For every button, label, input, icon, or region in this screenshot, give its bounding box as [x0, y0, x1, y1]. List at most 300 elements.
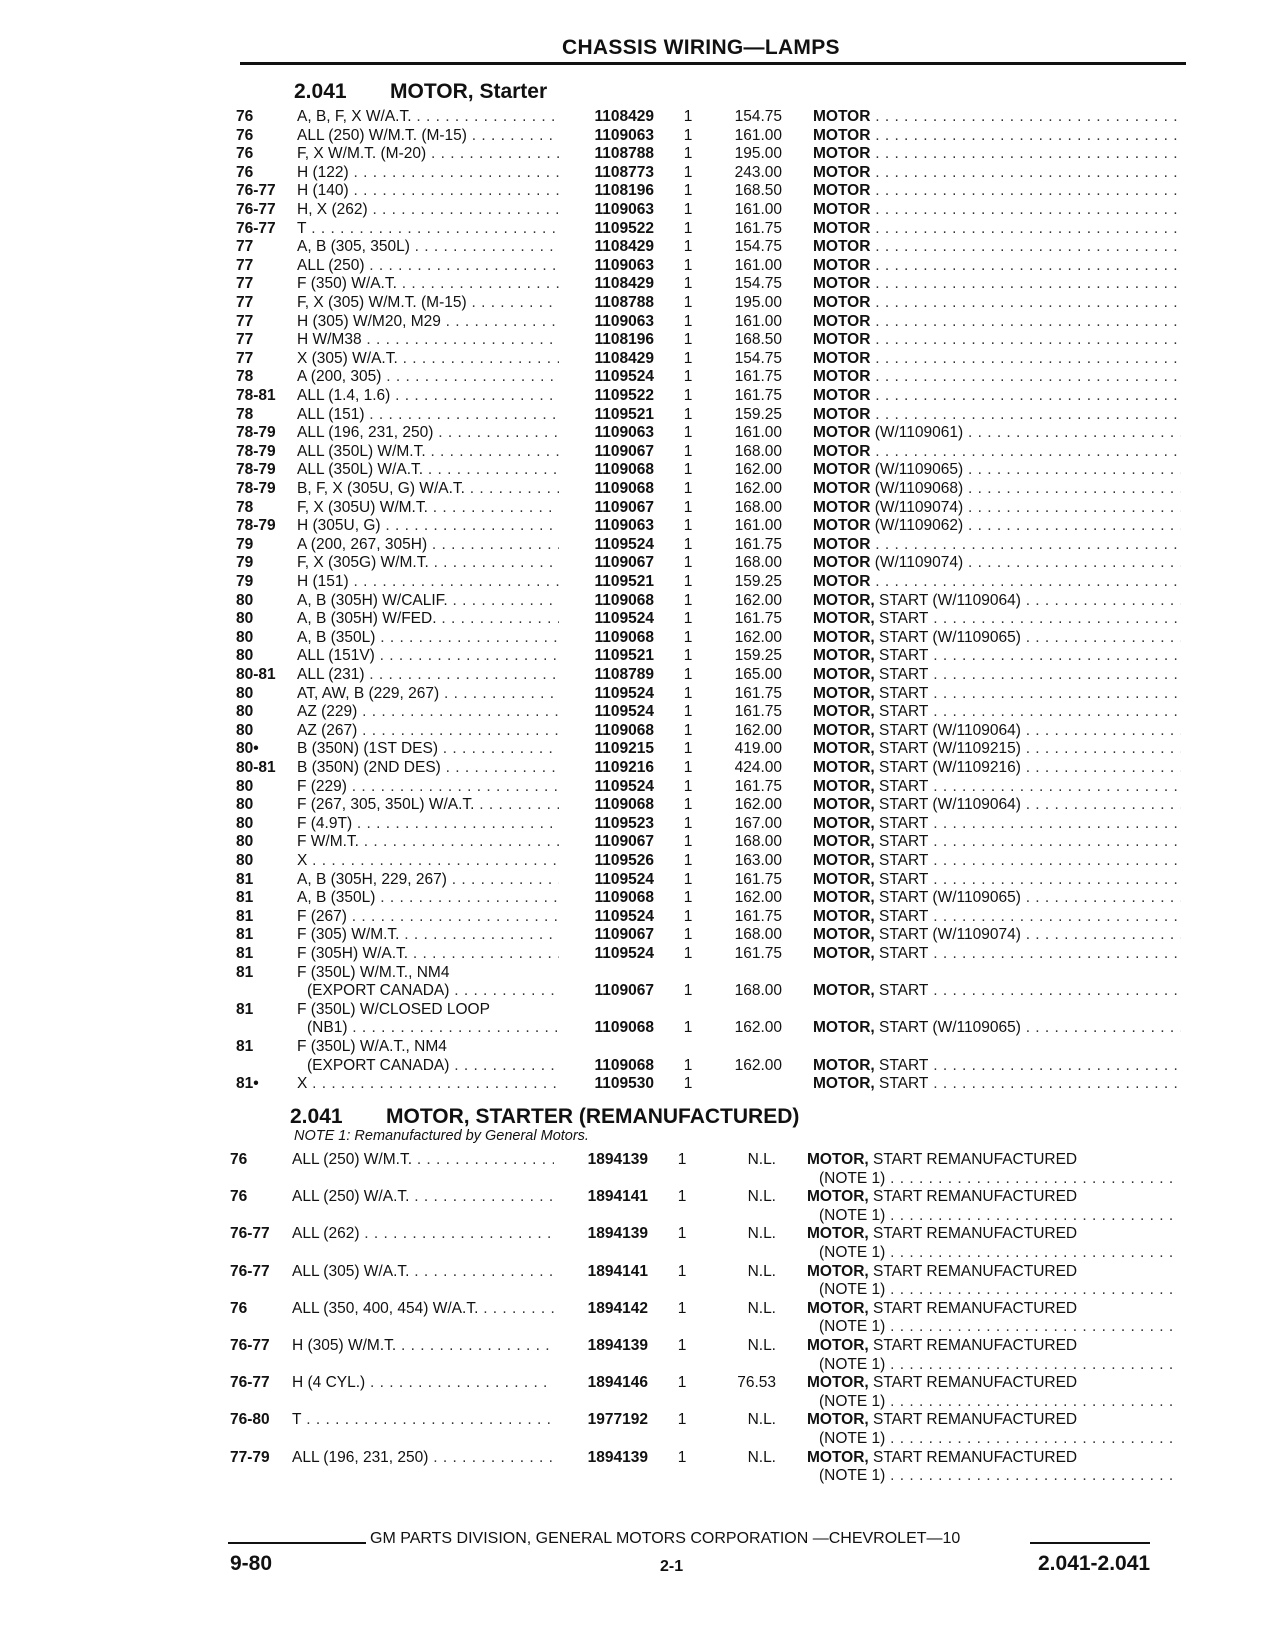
description-detail: START (W/1109065): [874, 628, 1021, 646]
part-number: 1108788: [594, 294, 654, 311]
description: [813, 1056, 1181, 1075]
description: [813, 944, 1181, 963]
description-detail: START REMANUFACTURED: [868, 1448, 1078, 1466]
parts-row: [0, 888, 1280, 907]
part-number: 1108196: [594, 182, 654, 200]
description-detail: START (W/1109065): [874, 889, 1021, 907]
model-year: 78: [236, 368, 254, 386]
quantity: 1: [677, 1151, 687, 1168]
application: ALL (196, 231, 250) . . .: [292, 1448, 554, 1467]
price: 76.53: [737, 1374, 776, 1392]
description-detail: START (W/1109074): [874, 926, 1021, 944]
price: 161.75: [734, 387, 782, 404]
application: ALL (350L) W/A.T. . . .: [297, 460, 559, 479]
quantity: 1: [677, 1262, 687, 1280]
description-keyword: MOTOR: [813, 517, 871, 535]
description: [813, 219, 1181, 238]
description-note: (NOTE 1) . . .: [819, 1392, 1175, 1411]
description: [813, 646, 1181, 665]
quantity: 1: [683, 907, 693, 925]
model-year: 76-77: [230, 1262, 270, 1280]
application: F (305H) W/A.T. . . .: [297, 944, 559, 963]
parts-row: [0, 572, 1280, 591]
description: [813, 107, 1181, 126]
parts-row: [0, 963, 1280, 1000]
model-year: 80•: [236, 740, 259, 758]
quantity: 1: [683, 777, 693, 795]
description: [813, 591, 1181, 610]
description-keyword: MOTOR: [813, 424, 871, 442]
part-number: 1109068: [594, 628, 654, 646]
price: 162.00: [734, 1019, 782, 1037]
parts-row: [0, 1448, 1280, 1485]
application: H (305U, G) . . .: [297, 516, 559, 535]
description: [813, 832, 1181, 851]
description: [807, 1150, 1175, 1169]
model-year: 76-77: [236, 182, 276, 200]
application: H (305) W/M20, M29 . . .: [297, 312, 559, 331]
model-year: 80: [236, 610, 254, 628]
description-detail: START REMANUFACTURED: [868, 1374, 1078, 1392]
section-number: 2.041: [294, 80, 347, 103]
model-year: 77: [236, 294, 254, 311]
parts-row: [0, 1410, 1280, 1447]
price: 154.75: [734, 108, 782, 125]
application: A (200, 305) . . .: [297, 367, 559, 386]
description: [813, 1074, 1181, 1093]
parts-row: [0, 498, 1280, 517]
description-keyword: MOTOR,: [813, 684, 875, 702]
model-year: 80: [236, 814, 254, 832]
part-number: 1109067: [594, 554, 654, 572]
quantity: 1: [683, 498, 693, 516]
application: F (4.9T) . . .: [297, 814, 559, 833]
price: 162.00: [734, 889, 782, 907]
application: X (305) W/A.T. . . .: [297, 349, 559, 368]
application: ALL (305) W/A.T. . . .: [292, 1262, 554, 1281]
quantity: 1: [683, 684, 693, 702]
description-keyword: MOTOR: [813, 182, 871, 200]
part-number: 1109521: [594, 405, 654, 423]
part-number: 1109067: [594, 833, 654, 851]
application: AZ (267) . . .: [297, 721, 559, 740]
description-keyword: MOTOR: [813, 368, 871, 386]
model-year: 78-79: [236, 517, 276, 535]
model-year: 78-79: [236, 424, 276, 442]
part-number: 1109521: [594, 647, 654, 665]
model-year: 78-79: [236, 442, 276, 460]
application: T . . .: [297, 219, 559, 238]
application: ALL (250) . . .: [297, 256, 559, 275]
description-keyword: MOTOR: [813, 461, 871, 479]
description-detail: START (W/1109064): [874, 591, 1021, 609]
part-number: 1109216: [594, 759, 654, 776]
price: N.L.: [747, 1151, 776, 1168]
description-detail: START REMANUFACTURED: [868, 1262, 1078, 1280]
description: [813, 126, 1181, 145]
model-year: 78-79: [236, 461, 276, 479]
description-detail: START: [874, 945, 929, 962]
description-keyword: MOTOR,: [807, 1188, 869, 1206]
description-keyword: MOTOR: [813, 256, 871, 274]
parts-row: [0, 832, 1280, 851]
price: 161.75: [734, 777, 782, 795]
application: A, B (305H, 229, 267) . . .: [297, 870, 559, 889]
header-rule: [240, 62, 1186, 65]
description-detail: START: [874, 870, 929, 888]
part-number: 1108788: [594, 145, 654, 163]
model-year: 77: [236, 238, 254, 256]
quantity: 1: [677, 1374, 687, 1392]
part-number: 1108773: [594, 163, 654, 181]
part-number: 1108429: [594, 275, 654, 293]
model-year: 77: [236, 349, 254, 367]
part-number: 1109530: [594, 1075, 654, 1093]
parts-row: [0, 1336, 1280, 1373]
parts-row: [0, 442, 1280, 461]
description-keyword: MOTOR,: [813, 1019, 875, 1037]
application: F (350L) W/CLOSED LOOP: [297, 1000, 490, 1018]
application-continued: (EXPORT CANADA) . . .: [307, 1056, 559, 1075]
description: [813, 163, 1181, 182]
model-year: 76-77: [230, 1337, 270, 1354]
model-year: 80: [236, 796, 254, 814]
application: X . . .: [297, 1074, 559, 1093]
parts-row: [0, 312, 1280, 331]
price: 161.00: [734, 201, 782, 218]
description-detail: START (W/1109064): [874, 796, 1021, 814]
description-detail: START: [874, 666, 929, 683]
description: [813, 870, 1181, 889]
part-number: 1108789: [594, 666, 654, 683]
application: F, X W/M.T. (M-20) . . .: [297, 144, 559, 163]
model-year: 78: [236, 405, 254, 423]
description: [807, 1448, 1175, 1467]
description-note: (NOTE 1) . . .: [819, 1280, 1175, 1299]
part-number: 1109524: [594, 945, 654, 962]
description: [813, 330, 1181, 349]
part-number: 1894139: [587, 1448, 648, 1466]
description-detail: START: [874, 1056, 929, 1074]
quantity: 1: [683, 480, 693, 497]
description-keyword: MOTOR: [813, 573, 871, 590]
quantity: 1: [683, 833, 693, 851]
parts-row: [0, 907, 1280, 926]
application: ALL (350, 400, 454) W/A.T. . . .: [292, 1299, 554, 1318]
quantity: 1: [683, 219, 693, 237]
footer-publisher: GM PARTS DIVISION, GENERAL MOTORS CORPORATION —CHEVROLET—10: [370, 1530, 961, 1547]
description: [813, 628, 1181, 647]
part-number: 1109524: [594, 777, 654, 795]
quantity: 1: [677, 1299, 687, 1317]
parts-row: [0, 702, 1280, 721]
description-detail: START: [874, 1075, 929, 1093]
application: H, X (262) . . .: [297, 200, 559, 219]
description: [813, 814, 1181, 833]
description-detail: START: [874, 703, 929, 721]
description: [813, 721, 1181, 740]
footer-date: 9-80: [230, 1552, 273, 1575]
quantity: 1: [683, 312, 693, 330]
description-note: (NOTE 1) . . .: [819, 1355, 1175, 1374]
part-number: 1109524: [594, 907, 654, 925]
price: 168.00: [734, 982, 782, 1000]
application: ALL (350L) W/M.T. . . .: [297, 442, 559, 461]
parts-row: [0, 237, 1280, 256]
price: 165.00: [734, 666, 782, 683]
parts-row: [0, 405, 1280, 424]
part-number: 1108196: [594, 331, 654, 349]
part-number: 1109526: [594, 852, 654, 869]
model-year: 76: [230, 1188, 248, 1206]
part-number: 1109068: [594, 1019, 654, 1037]
price: 424.00: [734, 759, 782, 776]
part-number: 1109524: [594, 535, 654, 553]
part-number: 1108429: [594, 108, 654, 125]
part-number: 1109522: [594, 387, 654, 404]
description-keyword: MOTOR,: [813, 666, 875, 683]
parts-row: [0, 460, 1280, 479]
section-note: NOTE 1: Remanufactured by General Motors.: [294, 1128, 589, 1144]
application: ALL (250) W/A.T. . . .: [292, 1187, 554, 1206]
model-year: 76-80: [230, 1411, 270, 1429]
description-keyword: MOTOR: [813, 126, 871, 144]
price: N.L.: [747, 1225, 776, 1243]
description-keyword: MOTOR,: [813, 982, 875, 1000]
description: [807, 1224, 1175, 1243]
quantity: 1: [683, 238, 693, 256]
description: [807, 1410, 1175, 1429]
part-number: 1109063: [594, 126, 654, 144]
application: H (151) . . .: [297, 572, 559, 591]
quantity: 1: [683, 796, 693, 814]
description-keyword: MOTOR: [813, 535, 871, 553]
description: [813, 684, 1181, 703]
quantity: 1: [683, 442, 693, 460]
description-detail: START REMANUFACTURED: [868, 1411, 1078, 1429]
part-number: 1109215: [594, 740, 654, 758]
description-keyword: MOTOR,: [813, 907, 875, 925]
quantity: 1: [683, 1056, 693, 1074]
part-number: 1109068: [594, 889, 654, 907]
description-keyword: MOTOR: [813, 442, 871, 460]
quantity: 1: [683, 145, 693, 163]
description: [813, 423, 1181, 442]
quantity: 1: [677, 1188, 687, 1206]
description: [813, 925, 1181, 944]
quantity: 1: [683, 294, 693, 311]
description-detail: START: [874, 833, 929, 851]
description-detail: START REMANUFACTURED: [868, 1337, 1078, 1354]
parts-row: [0, 386, 1280, 405]
description: [813, 312, 1181, 331]
price: 161.75: [734, 703, 782, 721]
price: 162.00: [734, 1056, 782, 1074]
price: 159.25: [734, 647, 782, 665]
parts-row: [0, 1262, 1280, 1299]
price: 195.00: [734, 294, 782, 311]
quantity: 1: [683, 1019, 693, 1037]
model-year: 77: [236, 275, 254, 293]
quantity: 1: [683, 554, 693, 572]
application: ALL (151) . . .: [297, 405, 559, 424]
quantity: 1: [683, 591, 693, 609]
model-year: 80: [236, 703, 254, 721]
part-number: 1109063: [594, 424, 654, 442]
model-year: 76: [236, 108, 254, 125]
application: H (140) . . .: [297, 181, 559, 200]
parts-row: [0, 126, 1280, 145]
price: 161.75: [734, 610, 782, 628]
price: 163.00: [734, 852, 782, 869]
parts-row: [0, 535, 1280, 554]
application: ALL (151V) . . .: [297, 646, 559, 665]
application: F (267, 305, 350L) W/A.T. . . .: [297, 795, 559, 814]
part-number: 1894141: [587, 1262, 648, 1280]
description-keyword: MOTOR,: [813, 721, 875, 739]
application: A, B (350L) . . .: [297, 888, 559, 907]
description-keyword: MOTOR,: [813, 703, 875, 721]
parts-row: [0, 516, 1280, 535]
part-number: 1977192: [587, 1411, 648, 1429]
price: 168.00: [734, 498, 782, 516]
quantity: 1: [683, 852, 693, 869]
description: [813, 888, 1181, 907]
quantity: 1: [683, 1075, 693, 1093]
description-keyword: MOTOR: [813, 163, 871, 181]
quantity: 1: [683, 573, 693, 590]
description-keyword: MOTOR,: [807, 1337, 869, 1354]
description: [813, 795, 1181, 814]
price: 161.75: [734, 368, 782, 386]
quantity: 1: [683, 517, 693, 535]
price: N.L.: [747, 1411, 776, 1429]
price: 159.25: [734, 573, 782, 590]
footer-rule-left-long: [228, 1542, 366, 1544]
part-number: 1109063: [594, 201, 654, 218]
description: [813, 981, 1181, 1000]
description-keyword: MOTOR: [813, 498, 871, 516]
parts-row: [0, 293, 1280, 312]
description-detail: START: [874, 852, 929, 869]
price: 168.00: [734, 833, 782, 851]
description-note: (NOTE 1) . . .: [819, 1243, 1175, 1262]
model-year: 80: [236, 852, 254, 869]
price: 161.75: [734, 535, 782, 553]
price: 161.75: [734, 907, 782, 925]
parts-row: [0, 107, 1280, 126]
price: 161.75: [734, 219, 782, 237]
description-detail: START REMANUFACTURED: [868, 1299, 1078, 1317]
description-keyword: MOTOR: [813, 275, 871, 293]
description: [813, 851, 1181, 870]
description: [813, 181, 1181, 200]
model-year: 80-81: [236, 759, 276, 776]
description-keyword: MOTOR,: [813, 852, 875, 869]
quantity: 1: [683, 814, 693, 832]
parts-row: [0, 870, 1280, 889]
section-heading-remanufactured: [290, 1105, 799, 1129]
application: A, B (305H) W/CALIF. . . .: [297, 591, 559, 610]
parts-row: [0, 163, 1280, 182]
description: [813, 293, 1181, 312]
part-number: 1108429: [594, 349, 654, 367]
parts-row: [0, 628, 1280, 647]
section-heading-starter: [294, 80, 547, 104]
application: AZ (229) . . .: [297, 702, 559, 721]
quantity: 1: [677, 1225, 687, 1243]
quantity: 1: [683, 405, 693, 423]
quantity: 1: [677, 1448, 687, 1466]
description-note: (NOTE 1) . . .: [819, 1206, 1175, 1225]
quantity: 1: [683, 740, 693, 758]
part-number: 1109522: [594, 219, 654, 237]
application: ALL (231) . . .: [297, 665, 559, 684]
part-number: 1109063: [594, 312, 654, 330]
part-number: 1109063: [594, 256, 654, 274]
description-detail: (W/1109065): [870, 461, 964, 479]
parts-row: [0, 349, 1280, 368]
model-year: 76: [236, 145, 254, 163]
footer-reference: 2.041-2.041: [1038, 1552, 1151, 1575]
quantity: 1: [683, 387, 693, 404]
parts-row: [0, 1187, 1280, 1224]
model-year: 80: [236, 721, 254, 739]
description: [813, 777, 1181, 796]
section-title: MOTOR, Starter: [390, 80, 548, 103]
price: 162.00: [734, 480, 782, 497]
quantity: 1: [683, 126, 693, 144]
model-year: 80: [236, 833, 254, 851]
description-keyword: MOTOR,: [813, 814, 875, 832]
description: [813, 386, 1181, 405]
description-detail: START (W/1109216): [874, 759, 1021, 776]
price: 161.00: [734, 424, 782, 442]
description-keyword: MOTOR,: [813, 889, 875, 907]
description-keyword: MOTOR,: [813, 740, 875, 758]
application: F, X (305) W/M.T. (M-15) . . .: [297, 293, 559, 312]
application: F, X (305G) W/M.T. . . .: [297, 553, 559, 572]
description-detail: START (W/1109064): [874, 721, 1021, 739]
quantity: 1: [683, 870, 693, 888]
parts-row: [0, 479, 1280, 498]
description: [813, 442, 1181, 461]
description-keyword: MOTOR: [813, 405, 871, 423]
description: [813, 758, 1181, 777]
quantity: 1: [683, 535, 693, 553]
price: 162.00: [734, 628, 782, 646]
description-note: (NOTE 1) . . .: [819, 1317, 1175, 1336]
parts-row: [0, 1299, 1280, 1336]
description: [807, 1187, 1175, 1206]
application: A (200, 267, 305H) . . .: [297, 535, 559, 554]
quantity: 1: [683, 982, 693, 1000]
description-detail: START: [874, 684, 929, 702]
description: [813, 200, 1181, 219]
description-keyword: MOTOR,: [813, 628, 875, 646]
application: F (350L) W/A.T., NM4: [297, 1038, 447, 1055]
application: F (229) . . .: [297, 777, 559, 796]
description-note: (NOTE 1) . . .: [819, 1429, 1175, 1448]
model-year: 76: [230, 1299, 248, 1317]
parts-row: [0, 591, 1280, 610]
part-number: 1109524: [594, 703, 654, 721]
part-number: 1109068: [594, 1056, 654, 1074]
parts-row: [0, 367, 1280, 386]
description-keyword: MOTOR: [813, 238, 871, 256]
parts-row: [0, 553, 1280, 572]
parts-row: [0, 256, 1280, 275]
